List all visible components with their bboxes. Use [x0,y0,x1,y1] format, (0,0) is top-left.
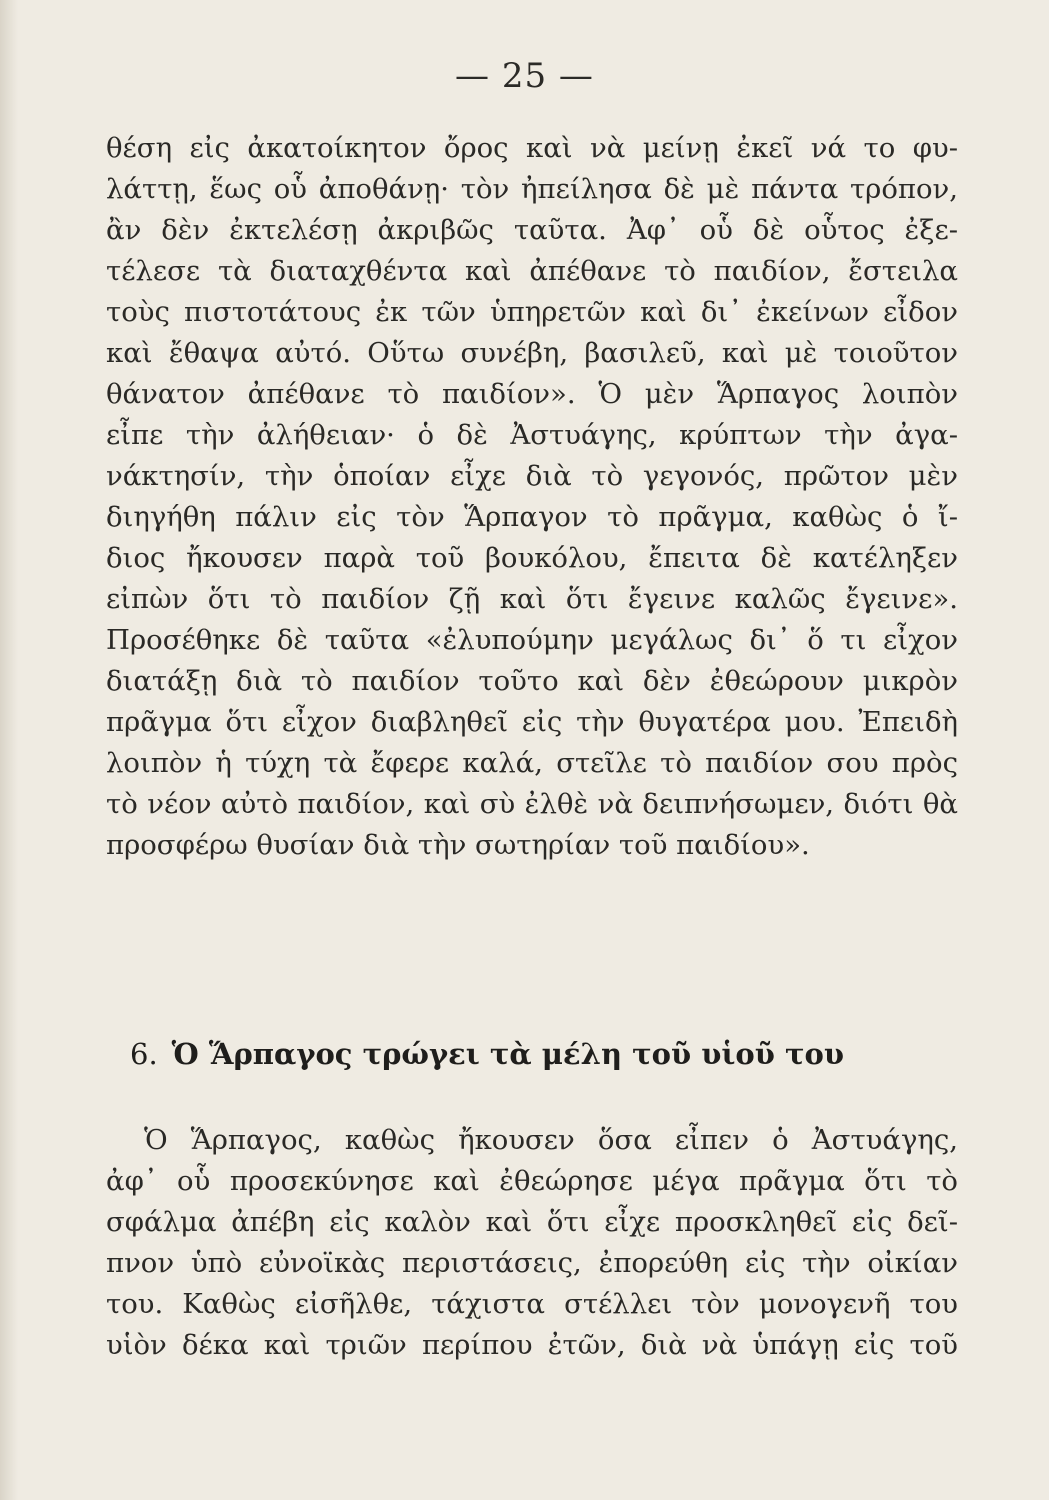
text-line: εἶπε τὴν ἀλήθειαν· ὁ δὲ Ἀστυάγης, κρύπτων τὴν ἀγα- [106,419,958,451]
text-line: θέση εἰς ἀκατοίκητον ὄρος καὶ νὰ μείνῃ ἐκεῖ νά το φυ- [106,132,958,164]
text-line: σφάλμα ἀπέβη εἰς καλὸν καὶ ὅτι εἶχε προσκληθεῖ εἰς δεῖ- [106,1206,958,1238]
text-line: θάνατον ἀπέθανε τὸ παιδίον». Ὁ μὲν Ἅρπαγος λοιπὸν [106,378,958,410]
text-line: καὶ ἔθαψα αὐτό. Οὕτω συνέβη, βασιλεῦ, καὶ μὲ τοιοῦτον [106,337,958,369]
section-heading [130,1032,930,1076]
text-line: προσφέρω θυσίαν διὰ τὴν σωτηρίαν τοῦ παιδίου». [106,829,810,861]
text-line: εἰπὼν ὅτι τὸ παιδίον ζῇ καὶ ὅτι ἔγεινε καλῶς ἔγεινε». [106,583,958,615]
text-line: Προσέθηκε δὲ ταῦτα «ἐλυπούμην μεγάλως δι᾽ ὅ τι εἶχον [106,624,958,656]
paragraph-continued [106,128,958,866]
text-line: πρᾶγμα ὅτι εἶχον διαβληθεῖ εἰς τὴν θυγατέρα μου. Ἐπειδὴ [106,706,958,738]
text-line: τοὺς πιστοτάτους ἐκ τῶν ὑπηρετῶν καὶ δι᾽ ἐκείνων εἶδον [106,296,958,328]
text-line: τέλεσε τὰ διαταχθέντα καὶ ἀπέθανε τὸ παιδίον, ἔστειλα [106,255,958,287]
text-line: διηγήθη πάλιν εἰς τὸν Ἅρπαγον τὸ πρᾶγμα, καθὼς ὁ ἴ- [106,501,958,533]
text-line: Ὁ Ἅρπαγος, καθὼς ἤκουσεν ὅσα εἶπεν ὁ Ἀστυάγης, [144,1124,958,1156]
text-line: τὸ νέον αὐτὸ παιδίον, καὶ σὺ ἐλθὲ νὰ δειπνήσωμεν, διότι θὰ [106,788,958,820]
text-line: του. Καθὼς εἰσῆλθε, τάχιστα στέλλει τὸν μονογενῆ του [106,1288,958,1320]
text-line: λάττῃ, ἕως οὗ ἀποθάνῃ· τὸν ἠπείλησα δὲ μὲ πάντα τρόπον, [106,173,958,205]
text-line: υἱὸν δέκα καὶ τριῶν περίπου ἐτῶν, διὰ νὰ ὑπάγῃ εἰς τοῦ [106,1329,958,1361]
page-number: — 25 — [455,56,594,96]
paragraph-section-start [106,1120,958,1366]
section-number: 6. [130,1037,158,1071]
text-line: νάκτησίν, τὴν ὁποίαν εἶχε διὰ τὸ γεγονός, πρῶτον μὲν [106,460,958,492]
text-line: ἂν δὲν ἐκτελέσῃ ἀκριβῶς ταῦτα. Ἀφ᾽ οὗ δὲ οὗτος ἐξε- [106,214,958,246]
text-line: διος ἤκουσεν παρὰ τοῦ βουκόλου, ἔπειτα δὲ κατέληξεν [106,542,958,574]
section-title: Ὁ Ἅρπαγος τρώγει τὰ μέλη τοῦ υἱοῦ του [171,1037,844,1071]
text-line: πνον ὑπὸ εὐνοϊκὰς περιστάσεις, ἐπορεύθη εἰς τὴν οἰκίαν [106,1247,958,1279]
text-line: λοιπὸν ἡ τύχη τὰ ἔφερε καλά, στεῖλε τὸ παιδίον σου πρὸς [106,747,958,779]
text-line: ἀφ᾽ οὗ προσεκύνησε καὶ ἐθεώρησε μέγα πρᾶγμα ὅτι τὸ [106,1165,958,1197]
text-line: διατάξῃ διὰ τὸ παιδίον τοῦτο καὶ δὲν ἐθεώρουν μικρὸν [106,665,958,697]
